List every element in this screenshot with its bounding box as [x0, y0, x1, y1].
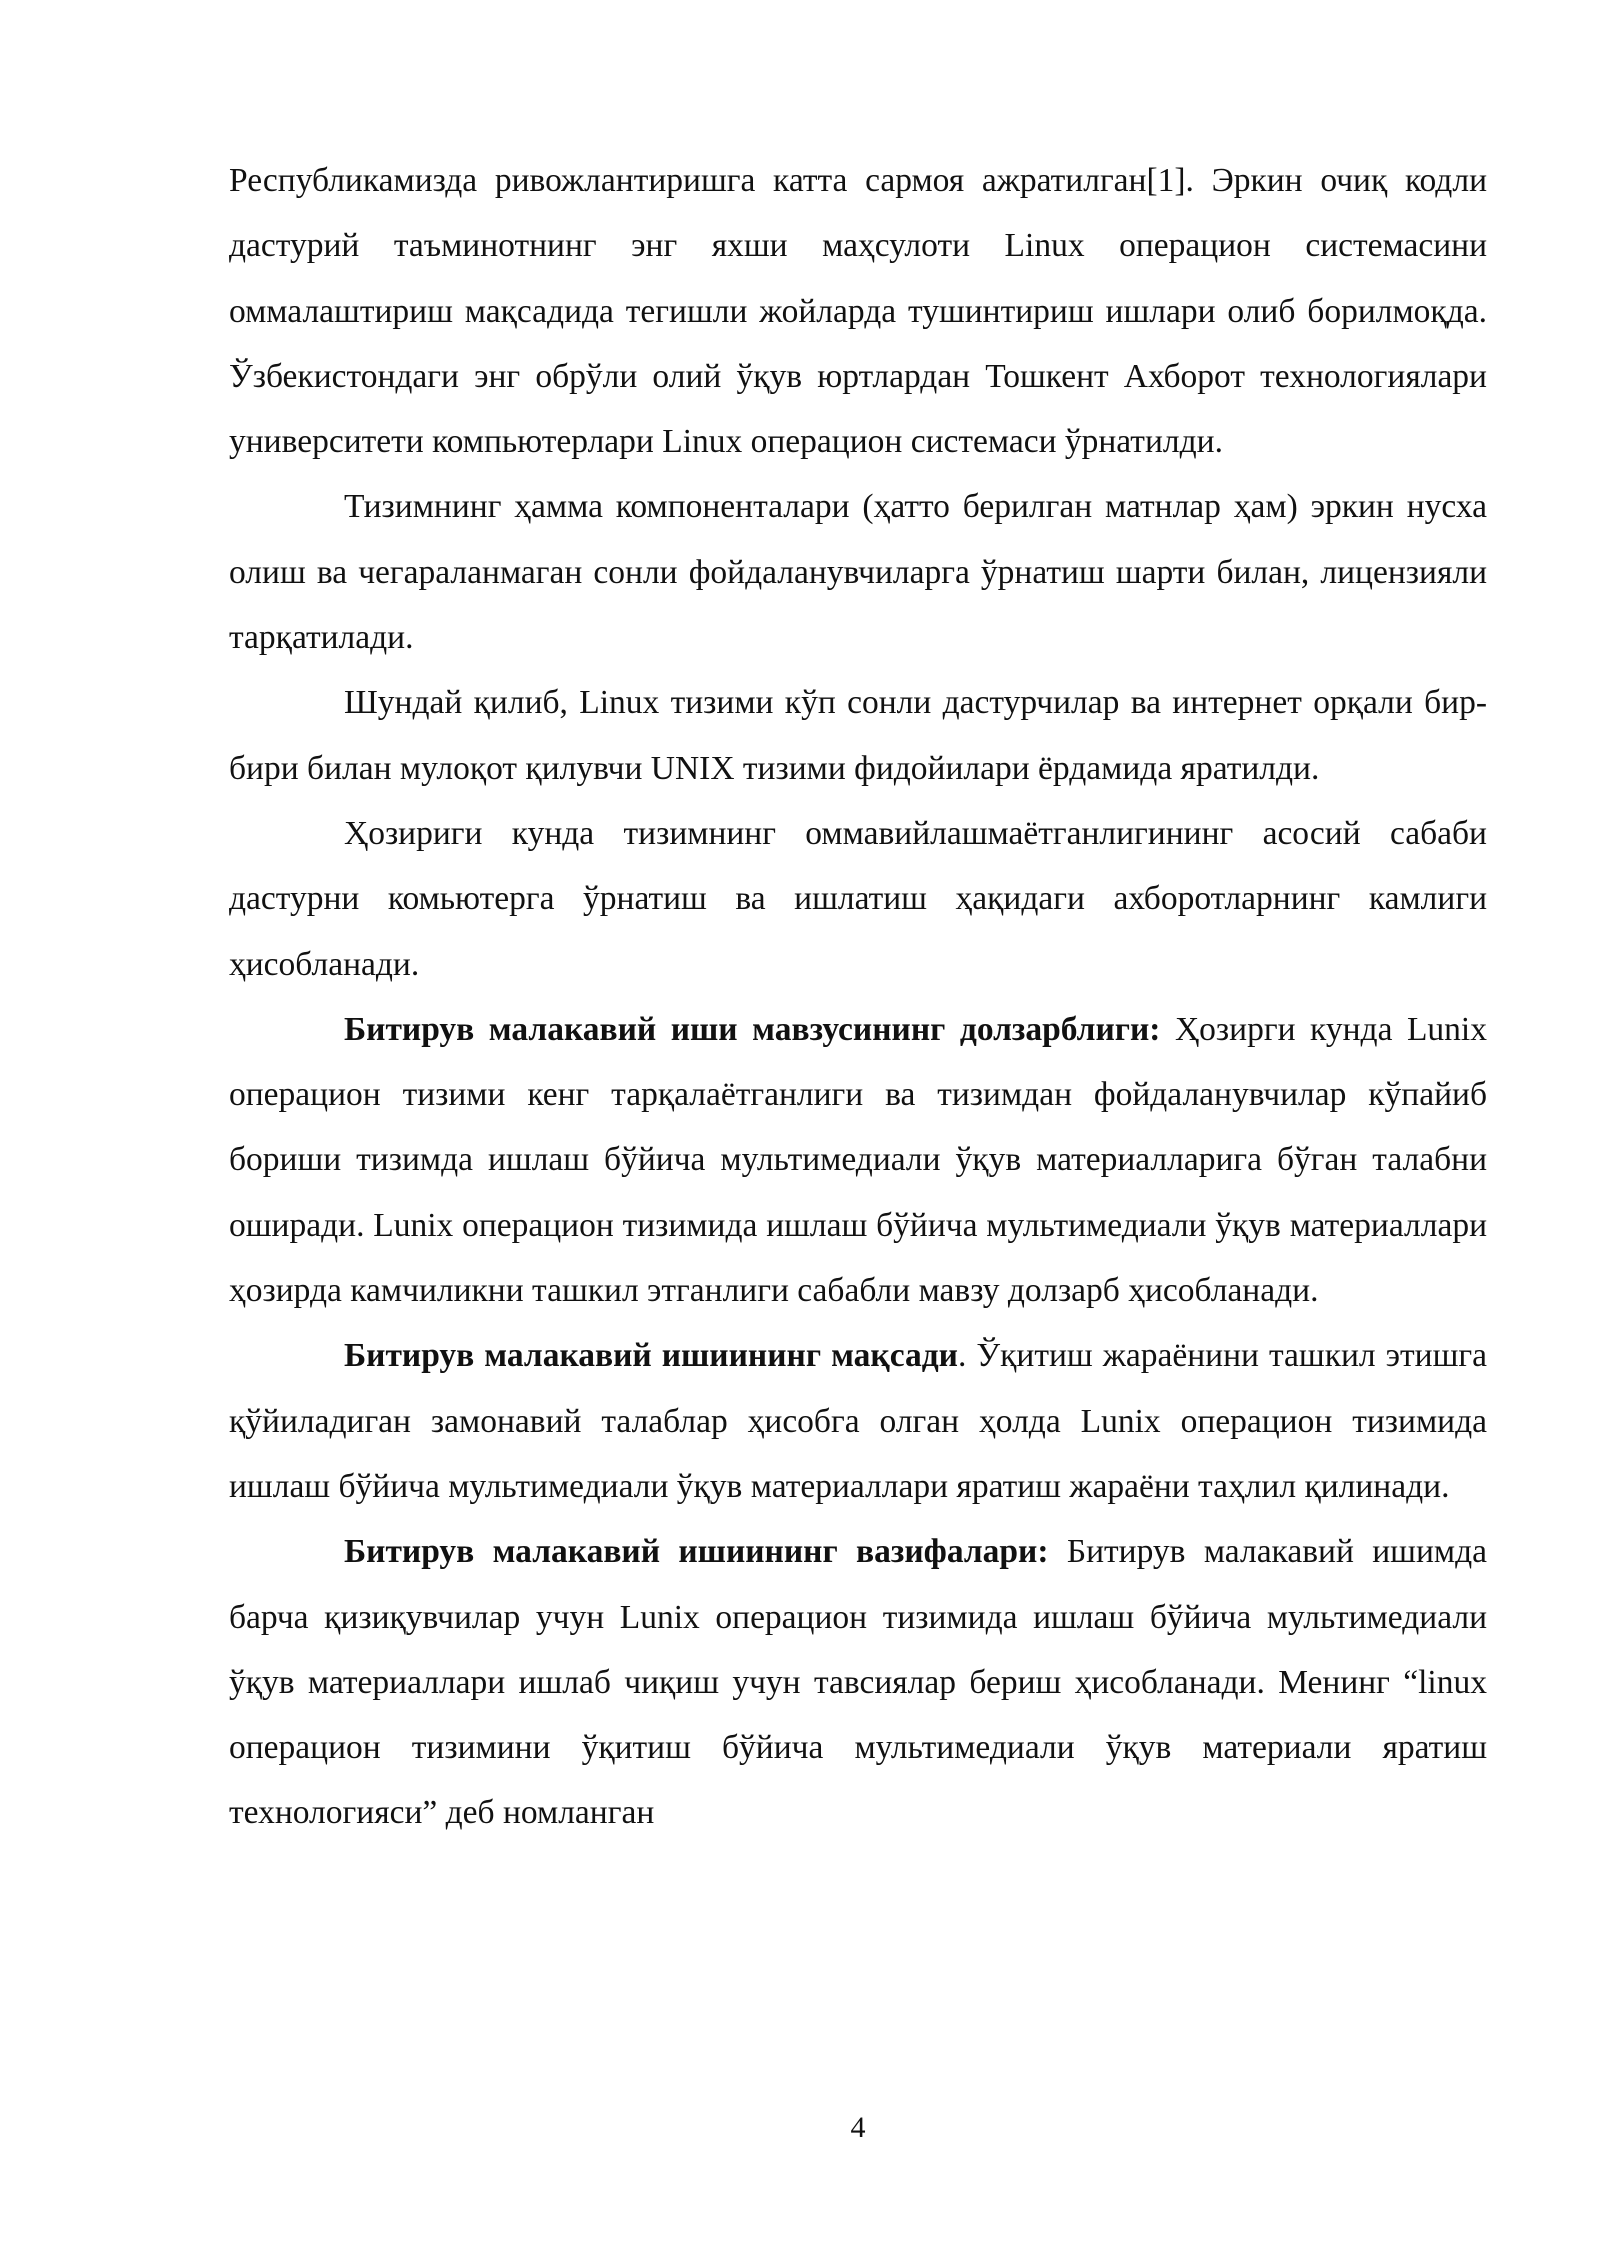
paragraph-goal	[229, 1323, 1487, 1519]
relevance-heading: Битирув малакавий иши мавзусининг долзарблиги:	[344, 1010, 1161, 1048]
tasks-text: Битирув малакавий ишимда барча қизиқувчилар учун Lunix операцион тизимида ишлаш бўйича мультимедиали ўқув материаллари ишлаб чиқиш учун тавсиялар бериш ҳисобланади. Менинг “linux операцион тизимини ўқитиш бўйича мультимедиали ўқув материали яратиш технологияси” деб номланган	[229, 1533, 1487, 1832]
paragraph-2: Тизимнинг ҳамма компоненталари (ҳатто берилган матнлар ҳам) эркин нусха олиш ва чегараланмаган сонли фойдаланувчиларга ўрнатиш шарти билан, лицензияли тарқатилади.	[229, 488, 1487, 657]
paragraph-3: Шундай қилиб, Linux тизими кўп сонли дастурчилар ва интернет орқали бир-бири билан мулоқот қилувчи UNIX тизими фидойилари ёрдамида яратилди.	[229, 684, 1487, 787]
document-body	[229, 148, 1487, 1846]
goal-heading: Битирув малакавий ишиининг мақсади	[344, 1337, 958, 1375]
tasks-heading: Битирув малакавий ишиининг вазифалари:	[344, 1533, 1049, 1571]
paragraph-tasks	[229, 1519, 1487, 1845]
goal-text: . Ўқитиш жараёнини ташкил этишга қўйиладиган замонавий талаблар ҳисобга олган ҳолда Lunix операцион тизимида ишлаш бўйича мультимедиали ўқув материаллари яратиш жараёни таҳлил қилинади.	[229, 1337, 1488, 1505]
paragraph-relevance	[229, 997, 1487, 1323]
page-number: 4	[850, 2111, 866, 2144]
paragraph-1: Республикамизда ривожлантиришга катта сармоя ажратилган[1]. Эркин очиқ кодли дастурий таъминотнинг энг яхши маҳсулоти Linux операцион системасини оммалаштириш мақсадида тегишли жойларда тушинтириш ишлари олиб борилмоқда. Ўзбекистондаги энг обрўли олий ўқув юртлардан Тошкент Ахборот технологиялари университети компьютерлари Linux операцион системаси ўрнатилди.	[229, 162, 1487, 461]
relevance-text: Ҳозирги кунда Lunix операцион тизими кенг тарқалаётганлиги ва тизимдан фойдаланувчилар кўпайиб бориши тизимда ишлаш бўйича мультимедиали ўқув материалларига бўган талабни оширади. Lunix операцион тизимида ишлаш бўйича мультимедиали ўқув материаллари ҳозирда камчиликни ташкил этганлиги сабабли мавзу долзарб ҳисобланади.	[229, 1010, 1487, 1310]
paragraph-4: Ҳозириги кунда тизимнинг оммавийлашмаётганлигининг асосий сабаби дастурни комьютерга ўрнатиш ва ишлатиш ҳақидаги ахборотларнинг камлиги ҳисобланади.	[229, 814, 1487, 983]
